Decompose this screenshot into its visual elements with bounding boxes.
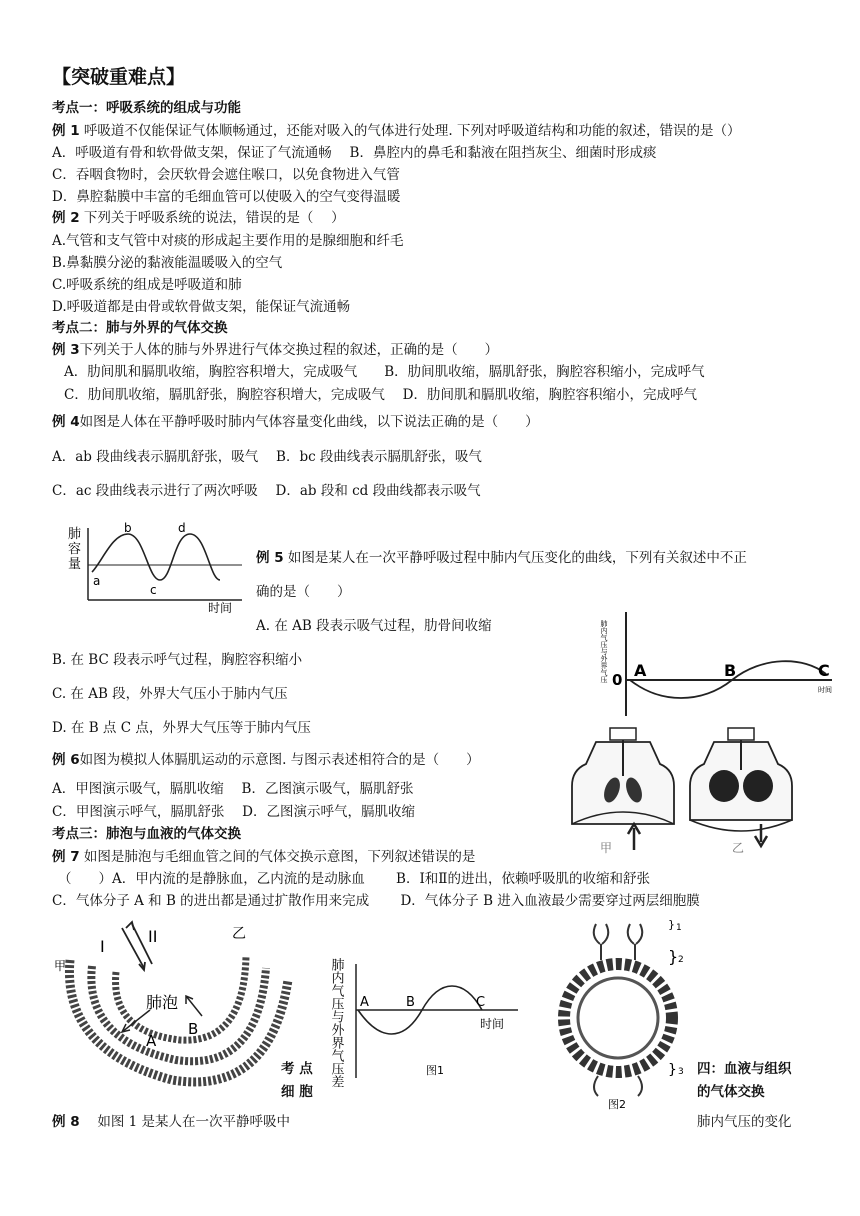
zero-label: 0 <box>612 671 623 689</box>
label-A: A <box>146 1032 157 1050</box>
bell-jar-yi <box>690 728 792 855</box>
question-2-stem <box>52 210 345 227</box>
question-2-option-d: D.呼吸道都是由骨或软骨做支架，能保证气流通畅 <box>52 299 351 315</box>
ylabel-3: 量 <box>68 557 82 572</box>
question-4-text: 如图是人体在平静呼吸时肺内气体容量变化曲线，以下说法正确的是（ ） <box>79 414 539 430</box>
question-7-line-3: C．气体分子 A 和 B 的进出都是通过扩散作用来完成 D．气体分子 B 进入血液最少需要穿过两层细胞膜 <box>52 893 700 909</box>
question-5-text: 如图是某人在一次平静呼吸过程中肺内气压变化的曲线，下列有关叙述中不正 <box>283 550 747 566</box>
question-1-option-ab: A．呼吸道有骨和软骨做支架，保证了气流通畅 B．鼻腔内的鼻毛和黏液在阻挡灰尘、细菌时形成痰 <box>52 145 657 161</box>
figure-1-caption: 图1 <box>426 1064 444 1077</box>
question-5-option-c: C. 在 AB 段，外界大气压小于肺内气压 <box>52 686 288 702</box>
label-B: B <box>188 1020 199 1038</box>
lung-volume-figure <box>60 522 250 614</box>
question-7-tag: 例 7 <box>52 849 80 865</box>
question-7-text: 如图是肺泡与毛细血管之间的气体交换示意图，下列叙述错误的是 <box>79 849 476 865</box>
label-II: II <box>148 927 158 946</box>
question-6-stem <box>52 752 480 769</box>
question-1-text: 呼吸道不仅能保证气体顺畅通过，还能对吸入的气体进行处理. 下列对呼吸道结构和功能的叙述，错误的是（） <box>79 123 741 139</box>
question-3-tag: 例 3 <box>52 342 80 358</box>
capillary-ring <box>564 964 672 1072</box>
point-c-label: c <box>150 583 157 597</box>
point-d-label: d <box>178 521 186 535</box>
point-a-label: A <box>634 661 647 680</box>
question-5-option-a: A. 在 AB 段表示吸气过程，肋骨间收缩 <box>256 618 492 634</box>
bell-jar-jia <box>572 728 674 855</box>
question-5-option-b: B. 在 BC 段表示呼气过程，胸腔容积缩小 <box>52 652 303 668</box>
question-5-option-d: D. 在 B 点 C 点，外界大气压等于肺内气压 <box>52 720 311 736</box>
section-4-fragment-2: 细 胞 <box>281 1084 313 1100</box>
section-heading-1: 考点一：呼吸系统的组成与功能 <box>52 100 241 116</box>
point-b-label: b <box>124 521 132 535</box>
question-3-text: 下列关于人体的肺与外界进行气体交换过程的叙述，正确的是（ ） <box>79 342 499 358</box>
question-8-text: 如图 1 是某人在一次平静呼吸中 <box>79 1114 291 1130</box>
question-4-option-ab: A．ab 段曲线表示膈肌舒张，吸气 B．bc 段曲线表示膈肌舒张，吸气 <box>52 449 482 465</box>
figure-2 <box>550 916 690 1112</box>
figure-1 <box>328 944 530 1088</box>
question-2-option-b: B.鼻黏膜分泌的黏液能温暖吸入的空气 <box>52 255 283 271</box>
question-7-stem <box>52 849 475 866</box>
section-4-fragment-4: 的气体交换 <box>697 1084 765 1100</box>
figure-2-caption: 图2 <box>608 1098 626 1111</box>
question-5-stem <box>256 550 747 567</box>
question-8-tail: 肺内气压的变化 <box>697 1114 792 1130</box>
yi-label: 乙 <box>732 841 745 855</box>
point-c-label: C <box>476 995 486 1010</box>
section-heading-3: 考点三：肺泡与血液的气体交换 <box>52 826 241 842</box>
section-4-fragment-1: 考 点 <box>281 1061 313 1077</box>
point-b-label: B <box>406 995 415 1010</box>
brace-2: } <box>668 947 679 966</box>
question-4-tag: 例 4 <box>52 414 80 430</box>
point-b-label: B <box>724 661 737 680</box>
brace-3: } <box>668 1062 677 1078</box>
question-5-tag: 例 5 <box>256 550 284 566</box>
diaphragm-model-figure <box>556 724 856 858</box>
alveolus-wall <box>578 978 658 1058</box>
question-2-text: 下列关于呼吸系统的说法，错误的是（ ） <box>79 210 345 226</box>
label-1: 1 <box>676 923 682 933</box>
question-4-option-cd: C．ac 段曲线表示进行了两次呼吸 D．ab 段和 cd 段曲线都表示吸气 <box>52 483 481 499</box>
question-6-tag: 例 6 <box>52 752 80 768</box>
question-3-option-ab: A．肋间肌和膈肌收缩，胸腔容积增大，完成吸气 B．肋间肌收缩，膈肌舒张，胸腔容积缩小，完成呼气 <box>64 364 705 380</box>
section-4-fragment-3: 四：血液与组织 <box>697 1061 792 1077</box>
label-I: I <box>100 937 105 956</box>
label-2: 2 <box>678 955 684 965</box>
question-4-stem <box>52 414 539 431</box>
point-a-label: a <box>93 574 101 588</box>
question-1-stem <box>52 123 740 140</box>
question-1-tag: 例 1 <box>52 123 80 139</box>
ylabel-2: 容 <box>68 542 82 557</box>
jia-label: 甲 <box>600 841 613 855</box>
question-8-stem <box>52 1114 290 1131</box>
ylabel-1: 肺 <box>68 527 82 542</box>
question-6-text: 如图为模拟人体膈肌运动的示意图. 与图示表述相符合的是（ ） <box>79 752 480 768</box>
question-6-option-cd: C．甲图演示呼气，膈肌舒张 D．乙图演示呼气，膈肌收缩 <box>52 804 415 820</box>
y-axis-label: 肺内气压与外界气压差 <box>328 958 344 1088</box>
question-1-option-c: C．吞咽食物时，会厌软骨会遮住喉口，以免食物进入气管 <box>52 167 400 183</box>
question-3-option-cd: C．肋间肌收缩，膈肌舒张，胸腔容积增大，完成吸气 D．肋间肌和膈肌收缩，胸腔容积缩小，完成呼气 <box>64 387 697 403</box>
question-5-stem-2: 确的是（ ） <box>256 584 351 600</box>
x-axis-label: 时间 <box>480 1017 505 1031</box>
label-yi: 乙 <box>232 926 246 942</box>
volume-curve <box>92 534 220 580</box>
question-6-option-ab: A．甲图演示吸气，膈肌收缩 B．乙图演示吸气，膈肌舒张 <box>52 781 414 797</box>
alveolus-exchange-figure <box>52 920 302 1096</box>
label-jia: 甲 <box>54 959 67 973</box>
x-axis-label: 时间 <box>208 601 233 615</box>
brace-1: } <box>668 918 675 931</box>
question-1-option-d: D．鼻腔黏膜中丰富的毛细血管可以使吸入的空气变得温暖 <box>52 189 401 205</box>
question-2-option-a: A.气管和支气管中对痰的形成起主要作用的是腺细胞和纤毛 <box>52 233 404 249</box>
x-axis-label: 时间 <box>818 686 832 694</box>
question-3-stem <box>52 342 498 359</box>
pressure-curve-figure <box>590 608 840 720</box>
label-3: 3 <box>678 1067 684 1077</box>
question-8-tag: 例 8 <box>52 1114 80 1130</box>
question-2-option-c: C.呼吸系统的组成是呼吸道和肺 <box>52 277 242 293</box>
question-7-line-2: （ ）A．甲内流的是静脉血，乙内流的是动脉血 B．Ⅰ和Ⅱ的进出，依赖呼吸肌的收缩和舒张 <box>58 871 650 887</box>
point-a-label: A <box>360 995 369 1010</box>
section-heading-2: 考点二：肺与外界的气体交换 <box>52 320 228 336</box>
point-c-label: C <box>818 661 830 680</box>
page-title: 【突破重难点】 <box>52 66 186 88</box>
question-2-tag: 例 2 <box>52 210 80 226</box>
y-axis-label: 肺内气压与外界气压 <box>600 620 608 683</box>
label-feipao: 肺泡 <box>146 993 179 1012</box>
